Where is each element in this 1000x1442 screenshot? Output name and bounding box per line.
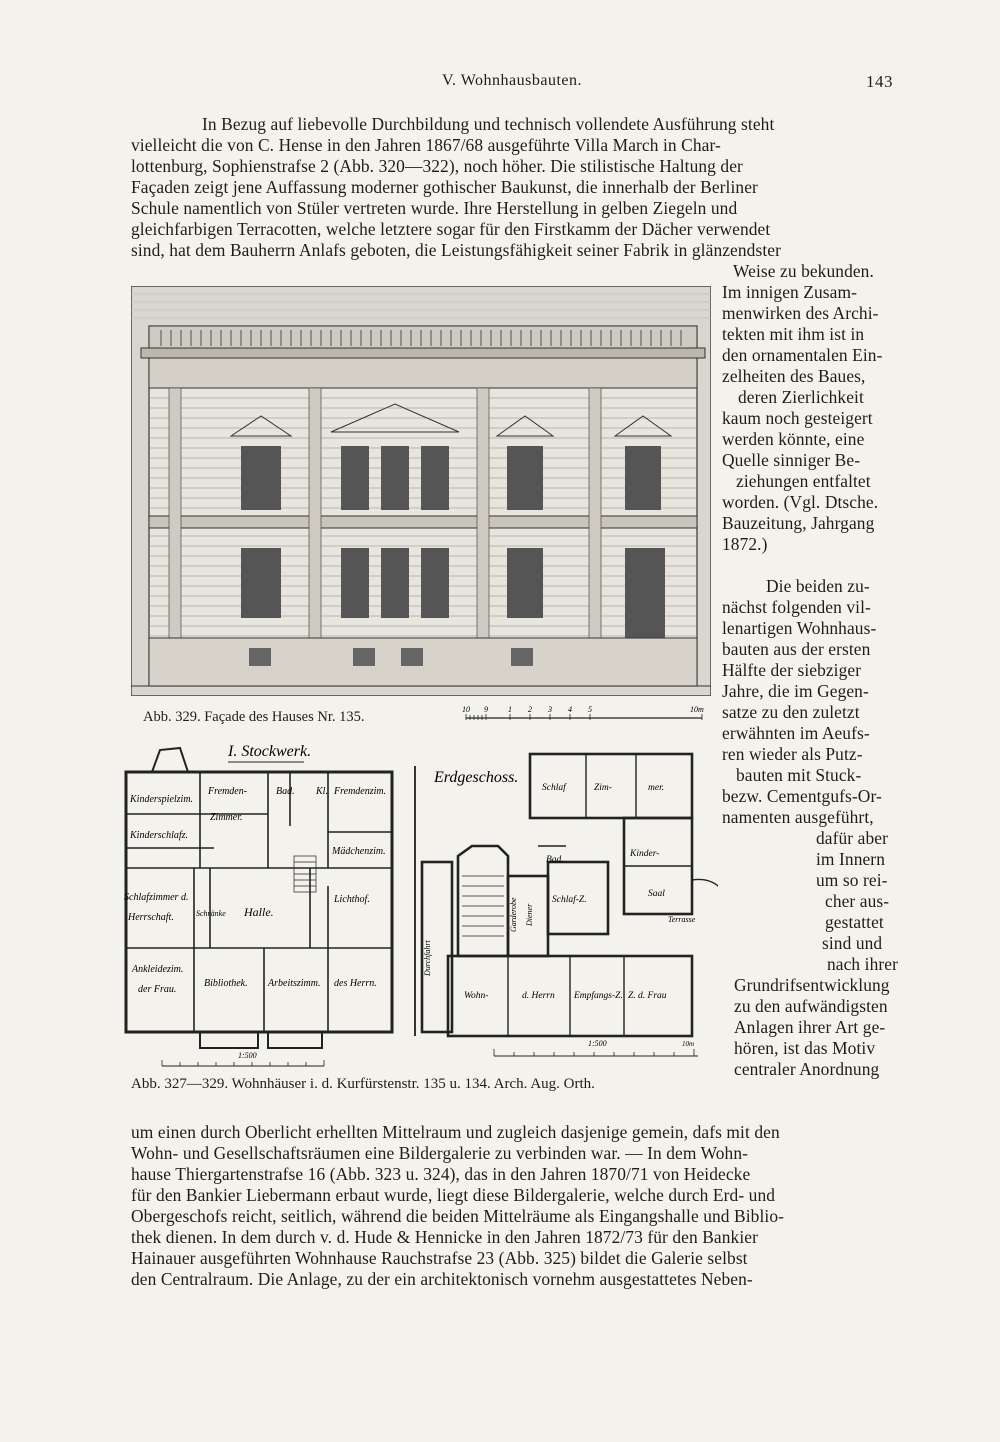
- scale-label: 3: [548, 705, 552, 714]
- room-label: mer.: [648, 783, 665, 793]
- side-line: bauten aus der ersten: [722, 639, 871, 659]
- ground-floor-plan: [418, 746, 718, 1062]
- room-label: Zimmer.: [210, 812, 243, 823]
- side-line: werden könnte, eine: [722, 429, 865, 449]
- room-label: Schlafzimmer d.: [124, 892, 189, 903]
- side-line: sind und: [822, 933, 883, 953]
- side-line: den ornamentalen Ein-: [722, 345, 883, 365]
- room-label: Lichthof.: [334, 894, 370, 905]
- side-line: satze zu den zuletzt: [722, 702, 860, 722]
- body-line: Schule namentlich von Stüler vertreten wurde. Ihre Herstellung in gelben Ziegeln und: [131, 198, 738, 218]
- room-label: d. Herrn: [522, 991, 555, 1001]
- body-line: für den Bankier Liebermann erbaut wurde, liegt diese Bildergalerie, welche durch Erd- und: [131, 1185, 776, 1205]
- scale-label: 1: [508, 705, 512, 714]
- side-line: Hälfte der siebziger: [722, 660, 862, 680]
- room-label: Terrasse: [668, 915, 696, 924]
- side-line: Quelle sinniger Be-: [722, 450, 861, 470]
- room-label: Zim-: [594, 783, 612, 793]
- plan-title: Erdgeschoss.: [434, 769, 519, 786]
- body-line: lottenburg, Sophienstrafse 2 (Abb. 320—322), noch höher. Die stilistische Haltung der: [131, 156, 743, 176]
- room-label: Diener: [525, 903, 534, 926]
- room-label: Bad.: [546, 855, 564, 865]
- room-label: Bibliothek.: [204, 978, 248, 989]
- scale-label: 2: [528, 705, 532, 714]
- room-label: Herrschaft.: [128, 912, 174, 923]
- room-label: Bad.: [276, 786, 295, 797]
- body-line: Façaden zeigt jene Auffassung moderner gothischer Baukunst, die innerhalb der Berliner: [131, 177, 758, 197]
- side-line: erwähnten im Aeufs-: [722, 723, 870, 743]
- side-line: Die beiden zu-: [766, 576, 870, 596]
- side-line: zu den aufwändigsten: [734, 996, 888, 1016]
- upper-floor-plan: [118, 736, 400, 1074]
- plans-caption: Abb. 327—329. Wohnhäuser i. d. Kurfürstenstr. 135 u. 134. Arch. Aug. Orth.: [131, 1076, 595, 1092]
- scale-label: 4: [568, 705, 572, 714]
- side-line: hören, ist das Motiv: [734, 1038, 876, 1058]
- room-label: Wohn-: [464, 991, 489, 1001]
- room-label: Schlaf-Z.: [552, 895, 587, 905]
- facade-illustration: [131, 286, 711, 696]
- room-label: Kinderspielzim.: [130, 794, 194, 805]
- side-line: worden. (Vgl. Dtsche.: [722, 492, 879, 512]
- room-label: Fremdenzim.: [334, 786, 387, 797]
- body-line: Hainauer ausgeführten Wohnhause Rauchstrafse 23 (Abb. 325) bildet die Galerie selbst: [131, 1248, 748, 1268]
- side-line: nächst folgenden vil-: [722, 597, 871, 617]
- side-line: Im innigen Zusam-: [722, 282, 857, 302]
- scale-label: 1:500: [588, 1039, 607, 1048]
- side-line: ren wieder als Putz-: [722, 744, 863, 764]
- room-label: Halle.: [244, 905, 274, 919]
- side-line: Bauzeitung, Jahrgang: [722, 513, 875, 533]
- scale-label: 1:500: [238, 1051, 257, 1060]
- side-line: namenten ausgeführt,: [722, 807, 874, 827]
- side-line: tekten mit ihm ist in: [722, 324, 865, 344]
- facade-caption: Abb. 329. Façade des Hauses Nr. 135.: [143, 709, 365, 725]
- body-line: In Bezug auf liebevolle Durchbildung und technisch vollendete Ausführung steht: [202, 114, 775, 134]
- body-line: Obergeschofs reicht, seitlich, während die beiden Mittelräume als Eingangshalle und Biblio-: [131, 1206, 785, 1226]
- side-line: nach ihrer: [827, 954, 899, 974]
- plan-divider: [414, 766, 416, 1036]
- body-line: sind, hat dem Bauherrn Anlafs geboten, die Leistungsfähigkeit seiner Fabrik in glänzendster: [131, 240, 781, 260]
- side-line: menwirken des Archi-: [722, 303, 879, 323]
- side-line: lenartigen Wohnhaus-: [722, 618, 877, 638]
- side-line: centraler Anordnung: [734, 1059, 880, 1079]
- scale-label: 10m: [690, 705, 704, 714]
- room-label: Z. d. Frau: [628, 991, 667, 1001]
- side-line: Jahre, die im Gegen-: [722, 681, 869, 701]
- side-line: bezw. Cementgufs-Or-: [722, 786, 882, 806]
- side-line: Grundrifsentwicklung: [734, 975, 890, 995]
- room-label: Empfangs-Z.: [574, 991, 623, 1001]
- room-label: des Herrn.: [334, 978, 377, 989]
- room-label: Kinderschlafz.: [130, 830, 189, 841]
- room-label: der Frau.: [138, 984, 177, 995]
- body-line: um einen durch Oberlicht erhellten Mittelraum und zugleich dasjenige gemein, dafs mit den: [131, 1122, 780, 1142]
- room-label: Arbeitszimm.: [268, 978, 321, 989]
- side-line: cher aus-: [825, 891, 890, 911]
- side-line: deren Zierlichkeit: [738, 387, 864, 407]
- side-line: ziehungen entfaltet: [736, 471, 871, 491]
- side-line: im Innern: [816, 849, 885, 869]
- scale-label: 10: [462, 705, 470, 714]
- facade-scale-bar: [462, 704, 708, 724]
- scale-label: 5: [588, 705, 592, 714]
- room-label: Garderobe: [509, 897, 518, 932]
- side-line: Weise zu bekunden.: [733, 261, 874, 281]
- room-label: Durchfahrt: [423, 940, 432, 976]
- room-label: Ankleidezim.: [132, 964, 184, 975]
- body-line: den Centralraum. Die Anlage, zu der ein architektonisch vornehm ausgestattetes Neben-: [131, 1269, 753, 1289]
- side-line: zelheiten des Baues,: [722, 366, 866, 386]
- room-label: Fremden-: [208, 786, 248, 797]
- side-line: 1872.): [722, 534, 768, 554]
- body-line: vielleicht die von C. Hense in den Jahren 1867/68 ausgeführte Villa March in Char-: [131, 135, 721, 155]
- room-label: Kinder-: [630, 849, 660, 859]
- body-line: thek dienen. In dem durch v. d. Hude & Hennicke in den Jahren 1872/73 für den Bankier: [131, 1227, 758, 1247]
- room-label: Schlaf: [542, 783, 566, 793]
- plan-title: I. Stockwerk.: [228, 743, 312, 760]
- running-header: V. Wohnhausbauten.: [442, 72, 582, 89]
- scale-label: 10m: [682, 1040, 695, 1048]
- page-number: 143: [866, 72, 893, 91]
- side-line: bauten mit Stuck-: [736, 765, 862, 785]
- room-label: Saal: [648, 889, 665, 899]
- side-line: dafür aber: [816, 828, 888, 848]
- room-label: Kl.: [316, 786, 328, 797]
- body-line: Wohn- und Gesellschaftsräumen eine Bildergalerie zu verbinden war. — In dem Wohn-: [131, 1143, 749, 1163]
- side-line: gestattet: [825, 912, 884, 932]
- body-line: hause Thiergartenstrafse 16 (Abb. 323 u. 324), das in den Jahren 1870/71 von Heidecke: [131, 1164, 751, 1184]
- body-line: gleichfarbigen Terracotten, welche letztere sogar für den Firstkamm der Dächer verwendet: [131, 219, 771, 239]
- side-line: Anlagen ihrer Art ge-: [734, 1017, 886, 1037]
- room-label: Schränke: [196, 909, 226, 918]
- side-line: kaum noch gesteigert: [722, 408, 873, 428]
- side-line: um so rei-: [816, 870, 888, 890]
- room-label: Mädchenzim.: [332, 846, 386, 857]
- scale-label: 9: [484, 705, 488, 714]
